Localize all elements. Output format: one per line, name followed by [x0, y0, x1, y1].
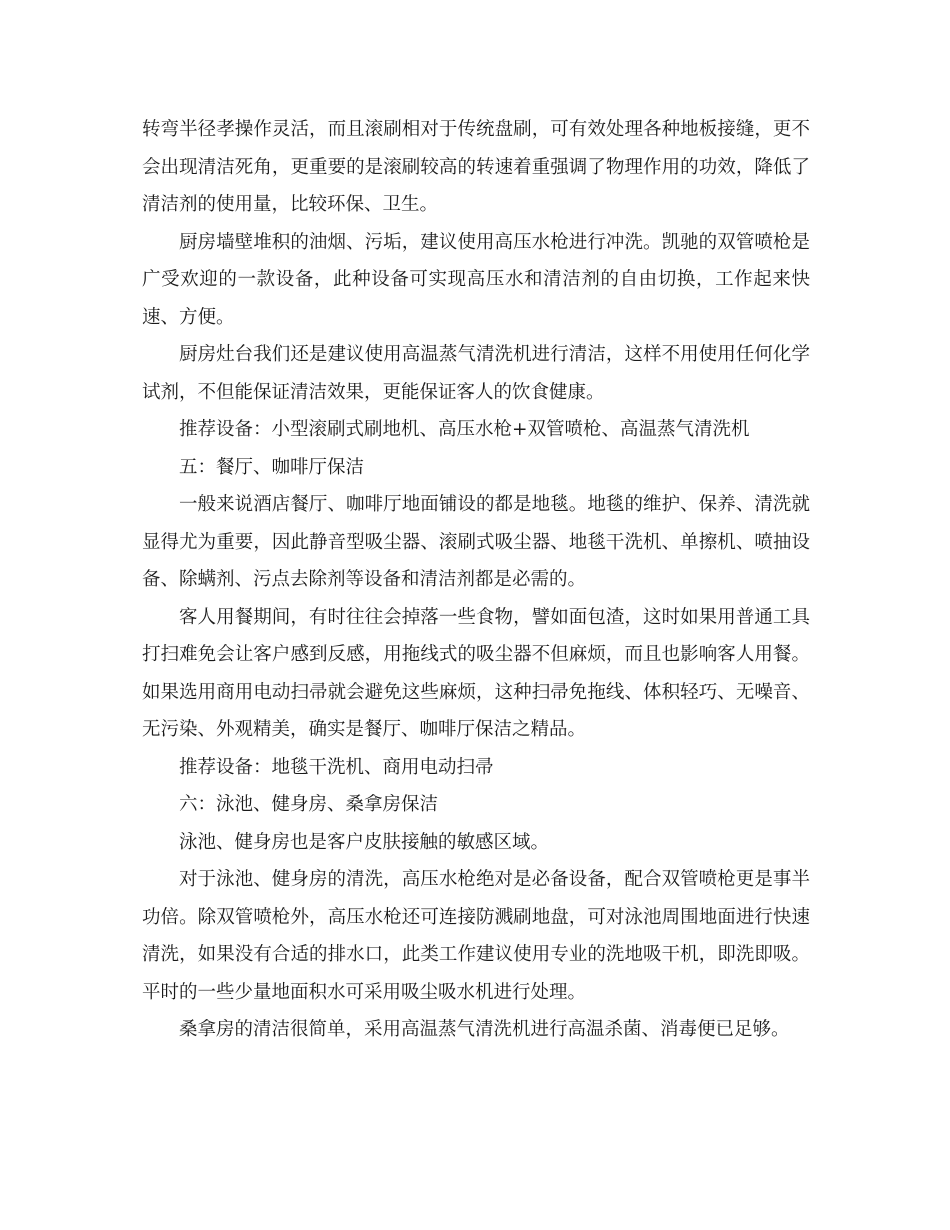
paragraph-8: 推荐设备：地毯干洗机、商用电动扫帚 — [179, 756, 494, 778]
paragraph-7: 客人用餐期间，有时往往会掉落一些食物，譬如面包渣，这时如果用普通工具打扫难免会让客户感到反感，用拖线式的吸尘器不但麻烦，而且也影响客人用餐。如果选用商用电动扫帚就会避免这些麻烦，这种扫帚免拖线、体积轻巧、无噪音、无污染、外观精美，确实是餐厅、咖啡厅保洁之精品。 — [142, 606, 810, 740]
paragraph-1: 转弯半径孝操作灵活，而且滚刷相对于传统盘刷，可有效处理各种地板接缝，更不会出现清洁死角，更重要的是滚刷较高的转速着重强调了物理作用的功效，降低了清洁剂的使用量，比较环保、卫生。 — [142, 119, 810, 215]
paragraph-11: 对于泳池、健身房的清洗，高压水枪绝对是必备设备，配合双管喷枪更是事半功倍。除双管喷枪外，高压水枪还可连接防溅刷地盘，可对泳池周围地面进行快速清洗，如果没有合适的排水口，此类工作建议使用专业的洗地吸干机，即洗即吸。平时的一些少量地面积水可采用吸尘吸水机进行处理。 — [142, 869, 810, 1003]
section-heading-6: 六：泳池、健身房、桑拿房保洁 — [179, 794, 439, 815]
paragraph-2: 厨房墙壁堆积的油烟、污垢，建议使用高压水枪进行冲洗。凯驰的双管喷枪是广受欢迎的一款设备，此种设备可实现高压水和清洁剂的自由切换，工作起来快速、方便。 — [142, 231, 810, 328]
paragraph-3: 厨房灶台我们还是建议使用高温蒸气清洗机进行清洁，这样不用使用任何化学试剂，不但能保证清洁效果，更能保证客人的饮食健康。 — [142, 344, 810, 403]
paragraph-4: 推荐设备：小型滚刷式刷地机、高压水枪+双管喷枪、高温蒸气清洗机 — [179, 419, 750, 440]
section-heading-5: 五：餐厅、咖啡厅保洁 — [179, 456, 365, 478]
document-body — [142, 111, 810, 1049]
paragraph-6: 一般来说酒店餐厅、咖啡厅地面铺设的都是地毯。地毯的维护、保养、清洗就显得尤为重要，因此静音型吸尘器、滚刷式吸尘器、地毯干洗机、单擦机、喷抽设备、除螨剂、污点去除剂等设备和清洁剂都是必需的。 — [142, 494, 810, 590]
paragraph-12: 桑拿房的清洁很简单，采用高温蒸气清洗机进行高温杀菌、消毒便已足够。 — [179, 1019, 790, 1040]
paragraph-10: 泳池、健身房也是客户皮肤接触的敏感区域。 — [179, 831, 550, 853]
